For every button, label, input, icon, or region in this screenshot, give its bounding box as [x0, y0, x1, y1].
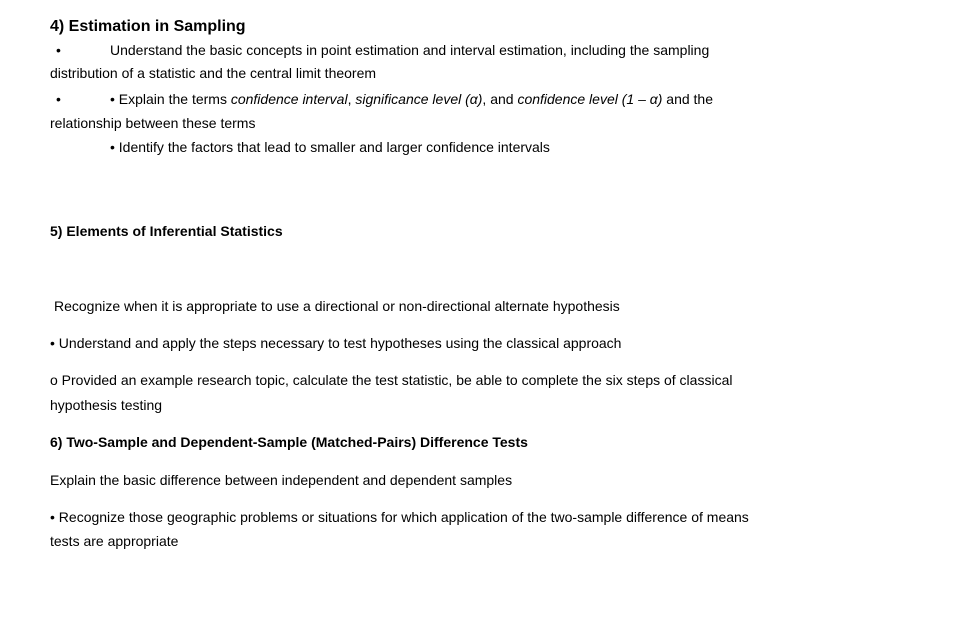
s4-item1-line2: distribution of a statistic and the central limit theorem: [50, 65, 377, 81]
section-4-heading: 4) Estimation in Sampling: [50, 18, 246, 35]
bullet: •: [56, 91, 61, 107]
bullet: •: [56, 42, 61, 58]
s6-para2-line2: tests are appropriate: [50, 533, 179, 549]
section-5-heading: 5) Elements of Inferential Statistics: [50, 223, 283, 239]
s6-para1: Explain the basic difference between independent and dependent samples: [50, 472, 513, 488]
s5-para2: • Understand and apply the steps necessary to test hypotheses using the classical approach: [50, 335, 622, 351]
s4-item2-line2: relationship between these terms: [50, 115, 256, 131]
s4-item3: • Identify the factors that lead to smaller and larger confidence intervals: [110, 139, 550, 155]
s4-item2-line1: • Explain the terms confidence interval, significance level (α), and confidence level (1 – α) and the: [110, 91, 714, 107]
section-6-heading: 6) Two-Sample and Dependent-Sample (Matched-Pairs) Difference Tests: [50, 434, 528, 450]
s5-para3-line1: o Provided an example research topic, calculate the test statistic, be able to complete the six steps of classical: [50, 372, 733, 388]
s5-para3-line2: hypothesis testing: [50, 397, 163, 413]
s4-item1-line1: Understand the basic concepts in point estimation and interval estimation, including the sampling: [110, 42, 710, 58]
s6-para2-line1: • Recognize those geographic problems or situations for which application of the two-sample difference of means: [50, 509, 749, 525]
s5-para1: Recognize when it is appropriate to use a directional or non-directional alternate hypothesis: [54, 298, 620, 314]
